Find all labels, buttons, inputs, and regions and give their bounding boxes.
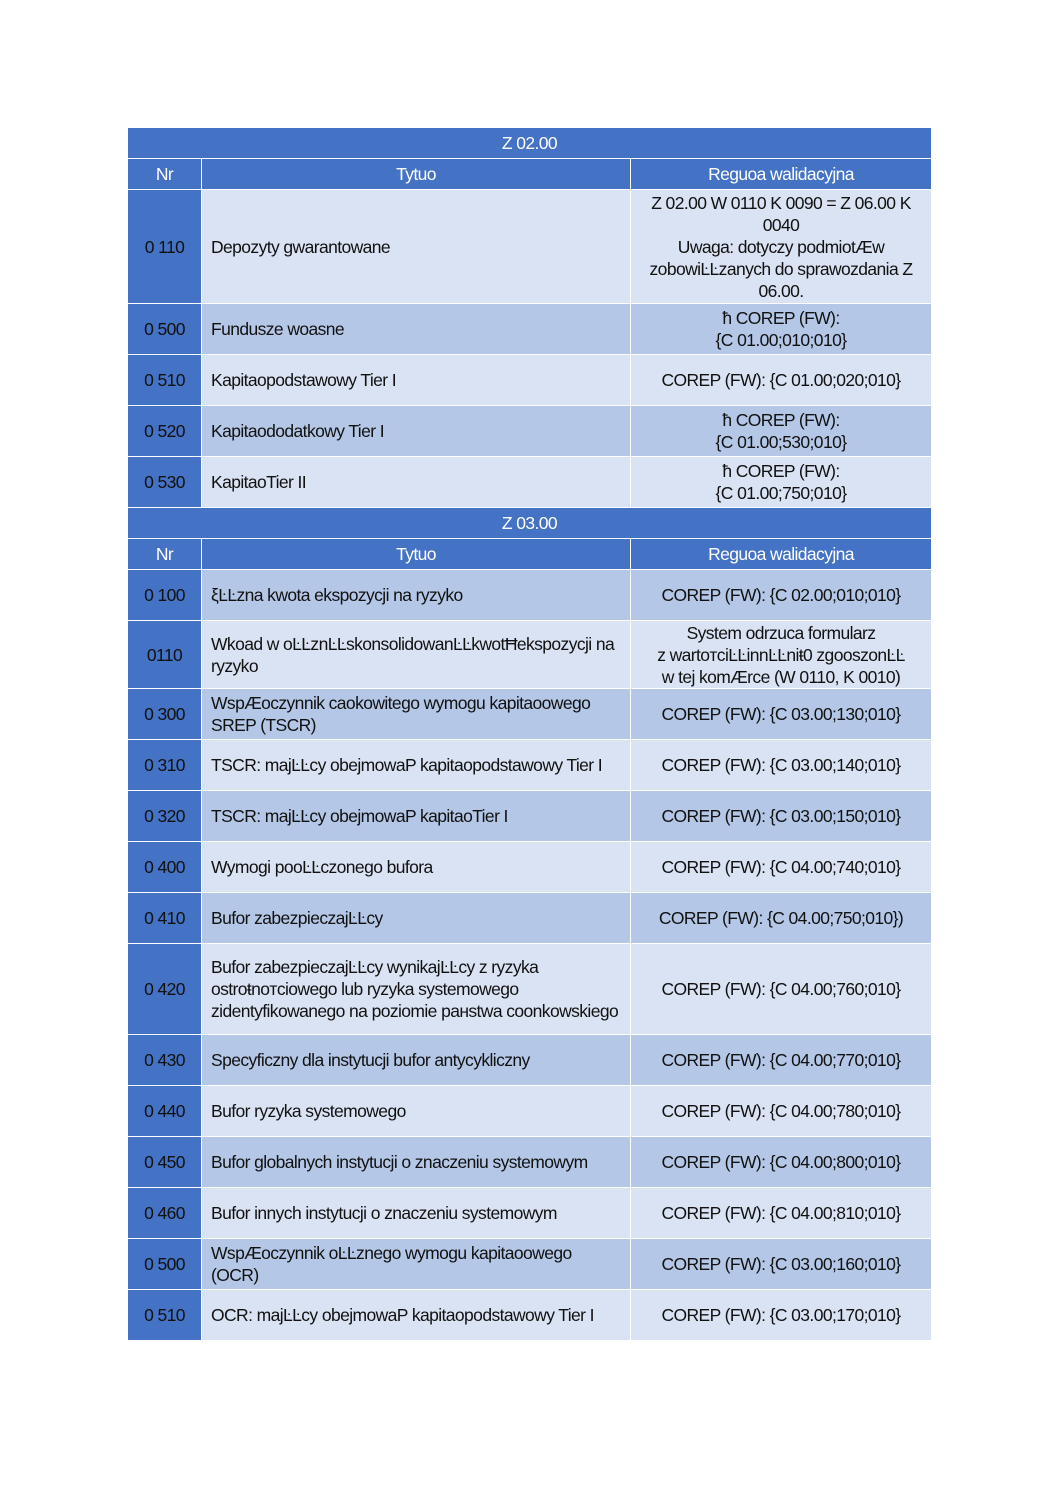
row-title-cell: Bufor ryzyka systemowego xyxy=(202,1086,631,1137)
row-number-cell: 0 440 xyxy=(128,1086,202,1137)
table-row xyxy=(128,304,932,355)
column-header-rule: Reguoa walidacyjna xyxy=(631,539,932,570)
row-number-cell: 0 400 xyxy=(128,842,202,893)
row-rule-cell: COREP (FW): {C 01.00;020;010} xyxy=(631,355,932,406)
table-row xyxy=(128,621,932,689)
row-number-cell: 0 300 xyxy=(128,689,202,740)
row-rule-cell: ħ COREP (FW): {C 01.00;530;010} xyxy=(631,406,932,457)
table-row xyxy=(128,355,932,406)
row-title-cell: Kapitaododatkowy Tier I xyxy=(202,406,631,457)
row-title-cell: TSCR: majĿĿcy obejmowaP kapitaopodstawowy Tier I xyxy=(202,740,631,791)
row-title-cell: OCR: majĿĿcy obejmowaP kapitaopodstawowy Tier I xyxy=(202,1290,631,1341)
section-header-row xyxy=(128,128,932,159)
column-header-nr: Nr xyxy=(128,159,202,190)
row-title-cell: Wkoad w oĿĿznĿĿskonsolidowanĿĿkwotĦekspozycji na ryzyko xyxy=(202,621,631,689)
row-rule-cell: COREP (FW): {C 04.00;800;010} xyxy=(631,1137,932,1188)
column-header-rule: Reguoa walidacyjna xyxy=(631,159,932,190)
row-title-cell: ξĿĿzna kwota ekspozycji na ryzyko xyxy=(202,570,631,621)
row-title-cell: Wymogi pooĿĿczonego bufora xyxy=(202,842,631,893)
table-row xyxy=(128,842,932,893)
row-rule-cell: System odrzuca formularz z wartoтciĿĿinnĿĿniŧ0 zgooszonĿĿ w tej komÆrce (W 0110, K 0010) xyxy=(631,621,932,689)
table-row xyxy=(128,457,932,508)
row-number-cell: 0 450 xyxy=(128,1137,202,1188)
row-title-cell: Bufor zabezpieczajĿĿcy xyxy=(202,893,631,944)
row-title-cell: Specyficzny dla instytucji bufor antycykliczny xyxy=(202,1035,631,1086)
row-rule-cell: COREP (FW): {C 02.00;010;010} xyxy=(631,570,932,621)
column-header-row xyxy=(128,539,932,570)
row-number-cell: 0 460 xyxy=(128,1188,202,1239)
row-number-cell: 0 500 xyxy=(128,1239,202,1290)
section-title: Z 02.00 xyxy=(128,128,932,159)
row-rule-cell: COREP (FW): {C 04.00;760;010} xyxy=(631,944,932,1035)
row-title-cell: Bufor innych instytucji o znaczeniu systemowym xyxy=(202,1188,631,1239)
row-rule-cell: Z 02.00 W 0110 K 0090 = Z 06.00 K 0040 Uwaga: dotyczy podmiotÆw zobowiĿĿzanych do sprawozdania Z 06.00. xyxy=(631,190,932,304)
column-header-title: Tytuo xyxy=(202,539,631,570)
row-rule-cell: COREP (FW): {C 04.00;810;010} xyxy=(631,1188,932,1239)
row-rule-cell: COREP (FW): {C 03.00;150;010} xyxy=(631,791,932,842)
column-header-nr: Nr xyxy=(128,539,202,570)
row-title-cell: WspÆoczynnik caokowitego wymogu kapitaoowego SREP (TSCR) xyxy=(202,689,631,740)
row-number-cell: 0 410 xyxy=(128,893,202,944)
row-number-cell: 0 100 xyxy=(128,570,202,621)
table-row xyxy=(128,1239,932,1290)
row-number-cell: 0 110 xyxy=(128,190,202,304)
row-rule-cell: COREP (FW): {C 03.00;170;010} xyxy=(631,1290,932,1341)
row-title-cell: Bufor zabezpieczajĿĿcy wynikajĿĿcy z ryzyka ostroŧnoтciowego lub ryzyka systemowego zidentyfikowanego na poziomie paнstwa coonkowskiego xyxy=(202,944,631,1035)
table-row xyxy=(128,1188,932,1239)
column-header-title: Tytuo xyxy=(202,159,631,190)
row-rule-cell: ħ COREP (FW): {C 01.00;750;010} xyxy=(631,457,932,508)
row-number-cell: 0 510 xyxy=(128,355,202,406)
row-number-cell: 0 520 xyxy=(128,406,202,457)
section-header-row xyxy=(128,508,932,539)
row-number-cell: 0110 xyxy=(128,621,202,689)
row-number-cell: 0 320 xyxy=(128,791,202,842)
row-title-cell: Bufor globalnych instytucji o znaczeniu systemowym xyxy=(202,1137,631,1188)
validation-rules-table xyxy=(127,127,932,1341)
row-title-cell: Depozyty gwarantowane xyxy=(202,190,631,304)
row-title-cell: KapitaoTier II xyxy=(202,457,631,508)
table-row xyxy=(128,791,932,842)
table-row xyxy=(128,893,932,944)
row-number-cell: 0 430 xyxy=(128,1035,202,1086)
row-number-cell: 0 500 xyxy=(128,304,202,355)
table-row xyxy=(128,740,932,791)
row-rule-cell: ħ COREP (FW): {C 01.00;010;010} xyxy=(631,304,932,355)
table-row xyxy=(128,1086,932,1137)
table-row xyxy=(128,570,932,621)
table-row xyxy=(128,1290,932,1341)
row-number-cell: 0 510 xyxy=(128,1290,202,1341)
table-body xyxy=(128,128,932,1341)
table-row xyxy=(128,944,932,1035)
row-rule-cell: COREP (FW): {C 04.00;740;010} xyxy=(631,842,932,893)
row-title-cell: Kapitaopodstawowy Tier I xyxy=(202,355,631,406)
row-title-cell: WspÆoczynnik oĿĿznego wymogu kapitaoowego (OCR) xyxy=(202,1239,631,1290)
row-number-cell: 0 420 xyxy=(128,944,202,1035)
table-row xyxy=(128,1137,932,1188)
row-rule-cell: COREP (FW): {C 03.00;140;010} xyxy=(631,740,932,791)
row-title-cell: Fundusze woasne xyxy=(202,304,631,355)
table-row xyxy=(128,190,932,304)
row-number-cell: 0 530 xyxy=(128,457,202,508)
section-title: Z 03.00 xyxy=(128,508,932,539)
table-row xyxy=(128,1035,932,1086)
row-rule-cell: COREP (FW): {C 04.00;780;010} xyxy=(631,1086,932,1137)
row-rule-cell: COREP (FW): {C 04.00;770;010} xyxy=(631,1035,932,1086)
table-row xyxy=(128,406,932,457)
row-rule-cell: COREP (FW): {C 04.00;750;010}) xyxy=(631,893,932,944)
row-number-cell: 0 310 xyxy=(128,740,202,791)
table-row xyxy=(128,689,932,740)
row-title-cell: TSCR: majĿĿcy obejmowaP kapitaoTier I xyxy=(202,791,631,842)
column-header-row xyxy=(128,159,932,190)
row-rule-cell: COREP (FW): {C 03.00;130;010} xyxy=(631,689,932,740)
row-rule-cell: COREP (FW): {C 03.00;160;010} xyxy=(631,1239,932,1290)
